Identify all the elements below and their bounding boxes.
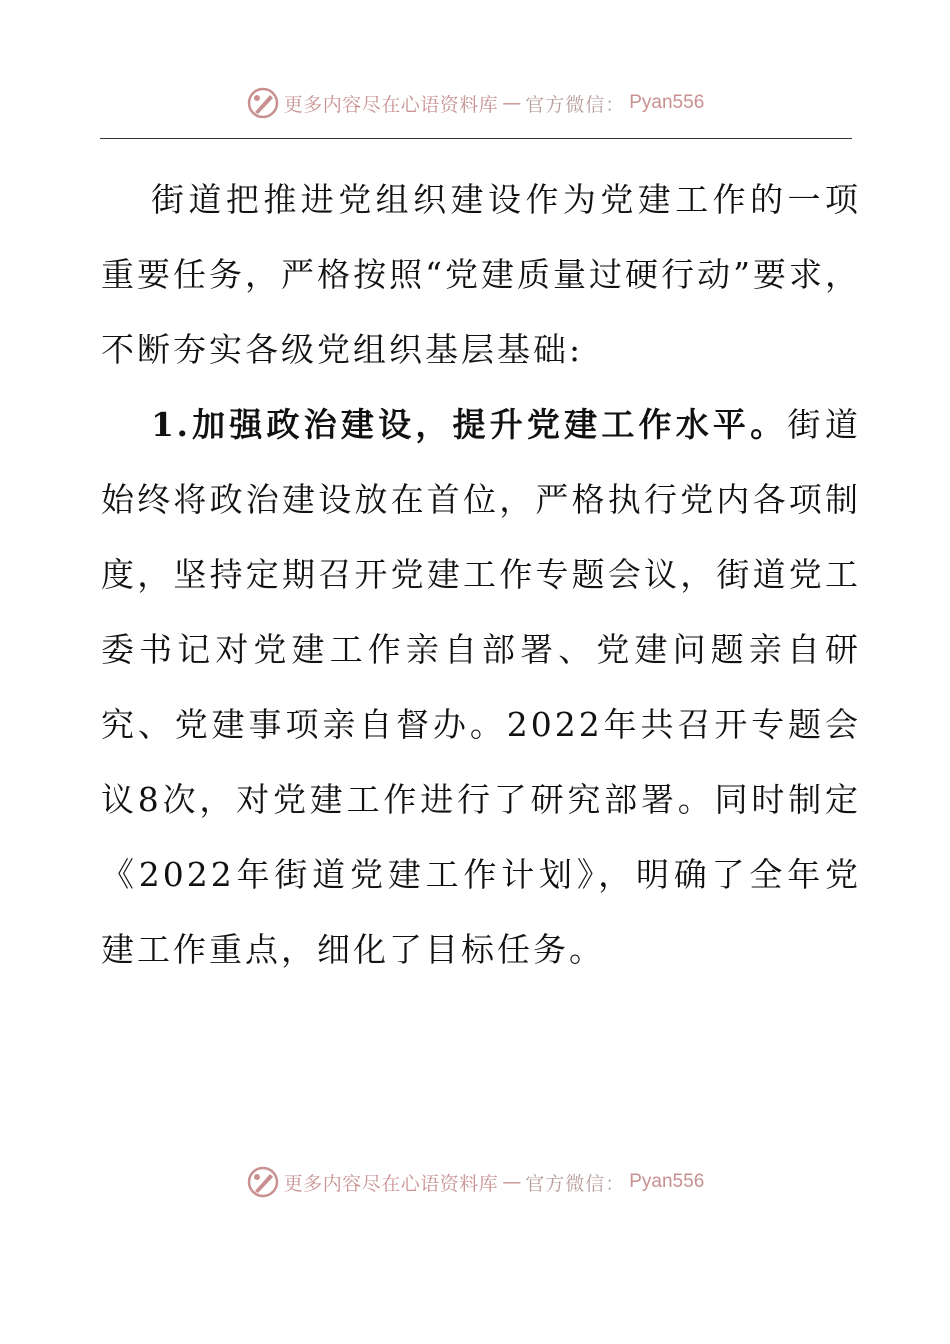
watermark-separator: —: [502, 92, 522, 114]
section-1-body: 街道始终将政治建设放在首位，严格执行党内各项制度，坚持定期召开党建工作专题会议，街道党工委书记对党建工作亲自部署、党建问题亲自研究、党建事项亲自督办。2022年共召开专题会议8次，对党建工作进行了研究部署。同时制定《2022年街道党建工作计划》，明确了全年党建工作重点，细化了目标任务。: [101, 405, 862, 969]
watermark-separator: —: [502, 1171, 522, 1193]
watermark-wechat-id: Pyan556: [629, 1171, 705, 1192]
watermark-main-text: 更多内容尽在心语资料库: [283, 93, 499, 116]
watermark-wechat-id: Pyan556: [629, 92, 705, 113]
watermark-label: 官方微信：: [525, 93, 626, 116]
watermark-label: 官方微信：: [525, 1172, 626, 1195]
watermark-main-text: 更多内容尽在心语资料库: [283, 1172, 499, 1195]
pen-logo-icon: [246, 86, 280, 120]
header-divider: [100, 138, 852, 139]
pen-logo-icon: [246, 1165, 280, 1199]
footer-watermark: [0, 1162, 950, 1202]
section-1-paragraph: [101, 387, 861, 987]
header-watermark: [0, 83, 950, 123]
section-1-heading: 1.加强政治建设，提升党建工作水平。: [151, 405, 788, 444]
intro-paragraph: 街道把推进党组织建设作为党建工作的一项重要任务，严格按照“党建质量过硬行动”要求，不断夯实各级党组织基层基础:: [101, 180, 861, 369]
document-body: [101, 162, 861, 987]
